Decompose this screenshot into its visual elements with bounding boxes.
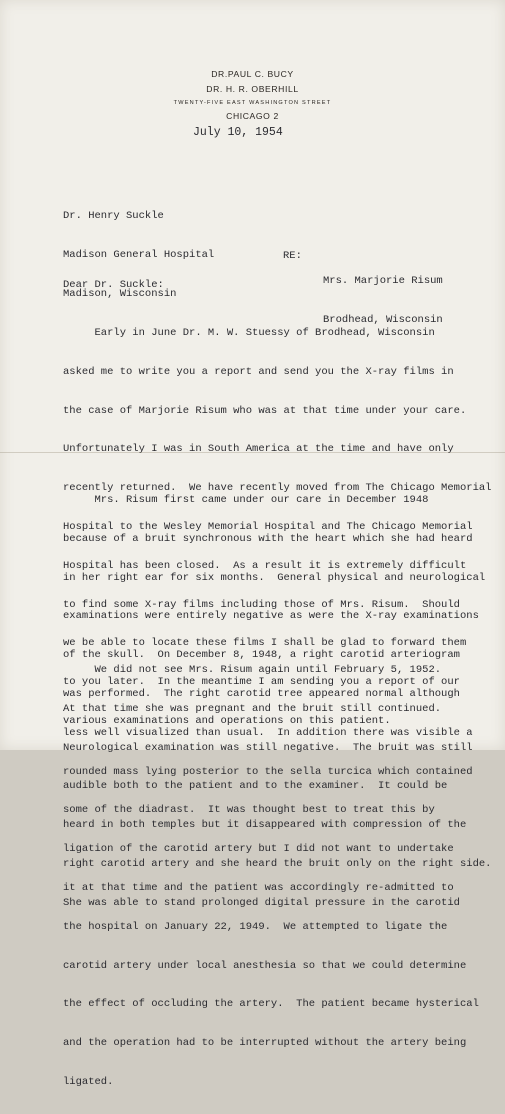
paragraph-line: we be able to locate these films I shall be glad to forward them <box>63 637 467 650</box>
paragraph-line: ligated. <box>63 1075 114 1088</box>
paragraph-line: heard in both temples but it disappeared with compression of the <box>63 819 467 832</box>
paragraph-line: Hospital has been closed. As a result it is extremely difficult <box>63 559 467 572</box>
paragraph-line: was performed. The right carotid tree appeared normal although <box>63 687 460 700</box>
paragraph-line: the case of Marjorie Risum who was at that time under your care. <box>63 404 467 417</box>
paragraph-3 <box>63 639 491 935</box>
paragraph-line: Early in June Dr. M. W. Stuessy of Brodhead, Wisconsin <box>63 327 435 339</box>
letterhead-address: TWENTY-FIVE EAST WASHINGTON STREET <box>173 100 332 106</box>
paragraph-line: in her right ear for six months. General physical and neurological <box>63 571 486 584</box>
paragraph-line: and the operation had to be interrupted without the artery being <box>63 1037 467 1050</box>
paragraph-line: less well visualized than usual. In addition there was visible a <box>63 726 473 739</box>
recipient-line: Madison General Hospital <box>63 248 215 261</box>
paragraph-line: audible both to the patient and to the examiner. It could be <box>63 780 448 793</box>
salutation: Dear Dr. Suckle: <box>63 279 164 291</box>
paragraph-line: At that time she was pregnant and the bruit still continued. <box>63 702 442 715</box>
re-line: Mrs. Marjorie Risum <box>323 275 443 287</box>
paragraph-line: rounded mass lying posterior to the sella turcica which contained <box>63 765 473 778</box>
paragraph-line: She was able to stand prolonged digital pressure in the carotid <box>63 896 460 909</box>
paragraph-line: examinations were entirely negative as were the X-ray examinations <box>63 610 479 623</box>
paragraph-line: it at that time and the patient was accordingly re-admitted to <box>63 881 454 894</box>
recipient-line: Madison, Wisconsin <box>63 287 177 300</box>
paragraph-line: to find some X-ray films including those of Mrs. Risum. Should <box>63 598 460 611</box>
paragraph-line: the effect of occluding the artery. The patient became hysterical <box>63 998 479 1011</box>
re-label: RE: <box>283 250 302 262</box>
paragraph-line: We did not see Mrs. Risum again until February 5, 1952. <box>63 664 442 676</box>
paragraph-line: Neurological examination was still negative. The bruit was still <box>63 741 473 754</box>
recipient-line: Dr. Henry Suckle <box>63 210 164 222</box>
paragraph-line: asked me to write you a report and send you the X-ray films in <box>63 365 454 378</box>
paragraph-line: various examinations and operations on this patient. <box>63 714 391 727</box>
letterhead-city: CHICAGO 2 <box>226 111 279 121</box>
letterhead-name-2: DR. H. R. OBERHILL <box>206 84 299 94</box>
re-line: Brodhead, Wisconsin <box>323 313 443 326</box>
paragraph-line: Mrs. Risum first came under our care in December 1948 <box>63 494 429 506</box>
paragraph-line: Hospital to the Wesley Memorial Hospital and The Chicago Memorial <box>63 520 473 533</box>
paragraph-line: recently returned. We have recently moved from The Chicago Memorial <box>63 482 492 495</box>
paragraph-line: Unfortunately I was in South America at the time and have only <box>63 443 454 456</box>
paragraph-line: carotid artery under local anesthesia so that we could determine <box>63 959 467 972</box>
letterhead-name-1: DR.PAUL C. BUCY <box>211 69 294 79</box>
paragraph-line: the hospital on January 22, 1949. We attempted to ligate the <box>63 920 448 933</box>
paragraph-line: ligation of the carotid artery but I did not want to undertake <box>63 843 454 856</box>
paragraph-line: of the skull. On December 8, 1948, a right carotid arteriogram <box>63 649 460 662</box>
paragraph-line: because of a bruit synchronous with the heart which she had heard <box>63 532 473 545</box>
paragraph-line: some of the diadrast. It was thought best to treat this by <box>63 804 435 817</box>
paragraph-line: to you later. In the meantime I am sending you a report of our <box>63 676 460 689</box>
paper-fold <box>0 452 505 453</box>
letter-date: July 10, 1954 <box>193 126 283 139</box>
paragraph-line: right carotid artery and she heard the bruit only on the right side. <box>63 857 492 870</box>
